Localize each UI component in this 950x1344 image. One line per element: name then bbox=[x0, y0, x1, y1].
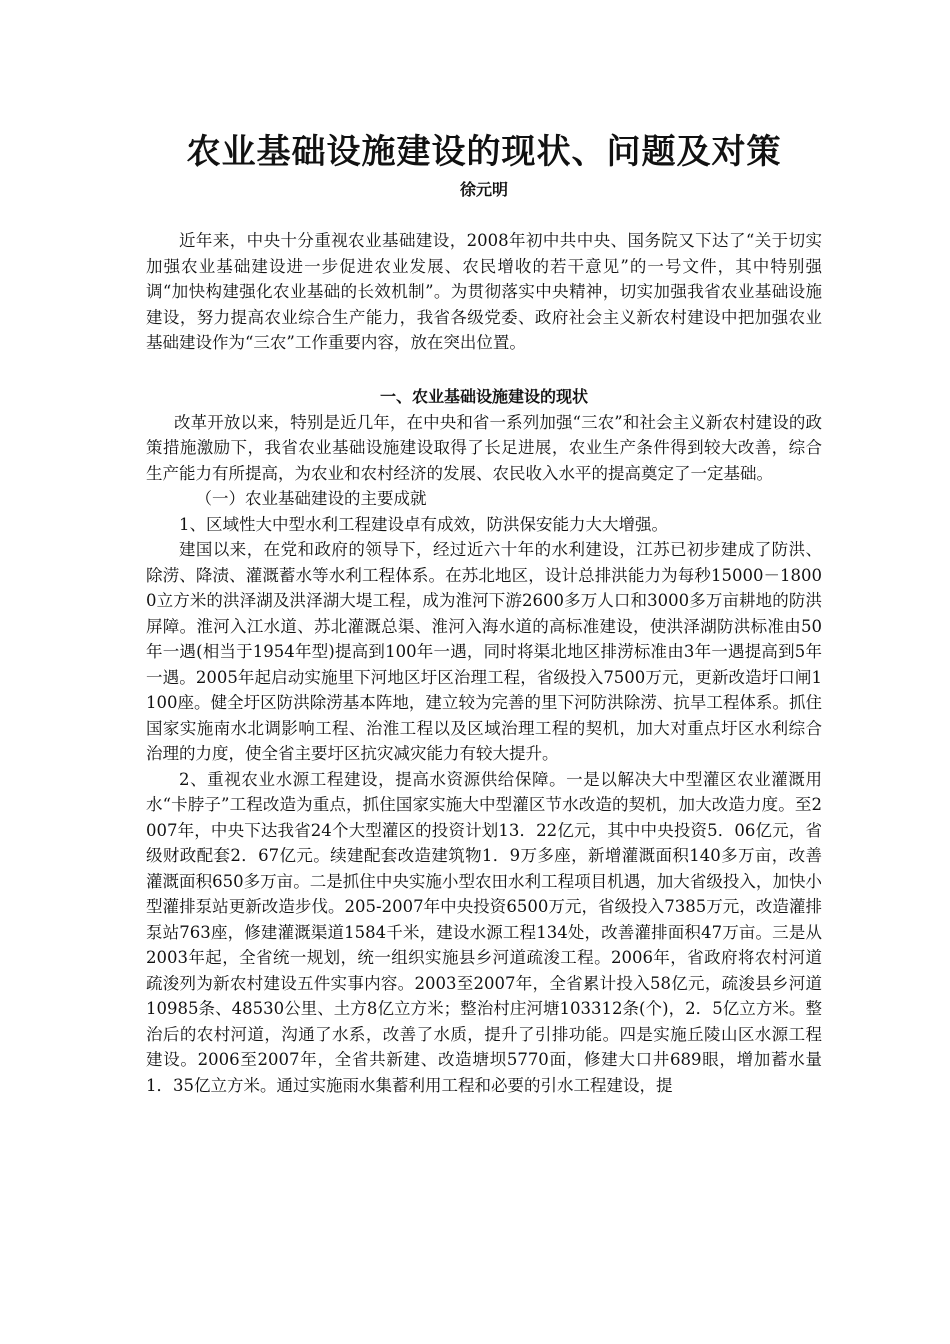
section-heading-1: 一、农业基础设施建设的现状 bbox=[379, 386, 588, 406]
point2-paragraph: 2、重视农业水源工程建设，提高水资源供给保障。一是以解决大中型灌区农业灌溉用水“卡脖子”工程改造为重点，抓住国家实施大中型灌区节水改造的契机，加大改造力度。至2007年，中央下达我省24个大型灌区的投资计划13．22亿元，其中中央投资5．06亿元，省级财政配套2．67亿元。续建配套改造建筑物1．9万多座，新增灌溉面积140多万亩，改善灌溉面积650多万亩。二是抓住中央实施小型农田水利工程项目机遇，加大省级投入，加快小型灌排泵站更新改造步伐。205-2007年中央投资6500万元，省级投入7385万元，改造灌排泵站763座，修建灌溉渠道1584千米，建设水源工程134处，改善灌排面积47万亩。三是从2003年起，全省统一规划，统一组织实施县乡河道疏浚工程。2006年，省政府将农村河道疏浚列为新农村建设五件实事内容。2003至2007年，全省累计投入58亿元，疏浚县乡河道10985条、48530公里、土方8亿立方米；整治村庄河塘103312条(个)，2．5亿立方米。整治后的农村河道，沟通了水系，改善了水质，提升了引排功能。四是实施丘陵山区水源工程建设。2006至2007年，全省共新建、改造塘坝5770面，修建大口井689眼，增加蓄水量1．35亿立方米。通过实施雨水集蓄利用工程和必要的引水工程建设，提 bbox=[146, 769, 822, 1095]
document-title: 农业基础设施建设的现状、问题及对策 bbox=[186, 132, 782, 172]
document-page bbox=[146, 128, 822, 1098]
point1-body: 建国以来，在党和政府的领导下，经过近六十年的水利建设，江苏已初步建成了防洪、除涝、降渍、灌溉蓄水等水利工程体系。在苏北地区，设计总排洪能力为每秒15000－18000立方米的洪泽湖及洪泽湖大堤工程，成为淮河下游2600多万人口和3000多万亩耕地的防洪屏障。淮河入江水道、苏北灌溉总渠、淮河入海水道的高标准建设，使洪泽湖防洪标准由50年一遇(相当于1954年型)提高到100年一遇，同时将渠北地区排涝标准由3年一遇提高到5年一遇。2005年起启动实施里下河地区圩区治理工程，省级投入7500万元，更新改造圩口闸1100座。健全圩区防洪除涝基本阵地，建立较为完善的里下河防洪除涝、抗旱工程体系。抓住国家实施南水北调影响工程、治淮工程以及区域治理工程的契机，加大对重点圩区水利综合治理的力度，使全省主要圩区抗灾减灾能力有较大提升。 bbox=[146, 540, 822, 763]
intro-paragraph: 近年来，中央十分重视农业基础建设，2008年初中共中央、国务院又下达了“关于切实加强农业基础建设进一步促进农业发展、农民增收的若干意见”的一号文件，其中特别强调“加快构建强化农业基础的长效机制”。为贯彻落实中央精神，切实加强我省农业基础设施建设，努力提高农业综合生产能力，我省各级党委、政府社会主义新农村建设中把加强农业基础建设作为“三农”工作重要内容，放在突出位置。 bbox=[146, 231, 822, 352]
point1-heading: 1、区域性大中型水利工程建设卓有成效，防洪保安能力大大增强。 bbox=[179, 514, 668, 534]
section1-paragraph: 改革开放以来，特别是近几年，在中央和省一系列加强“三农”和社会主义新农村建设的政策措施激励下，我省农业基础设施建设取得了长足进展，农业生产条件得到较大改善，综合生产能力有所提高，为农业和农村经济的发展、农民收入水平的提高奠定了一定基础。 bbox=[146, 412, 822, 483]
document-author: 徐元明 bbox=[459, 180, 508, 199]
subsection-heading-1: （一）农业基础建设的主要成就 bbox=[195, 489, 427, 508]
